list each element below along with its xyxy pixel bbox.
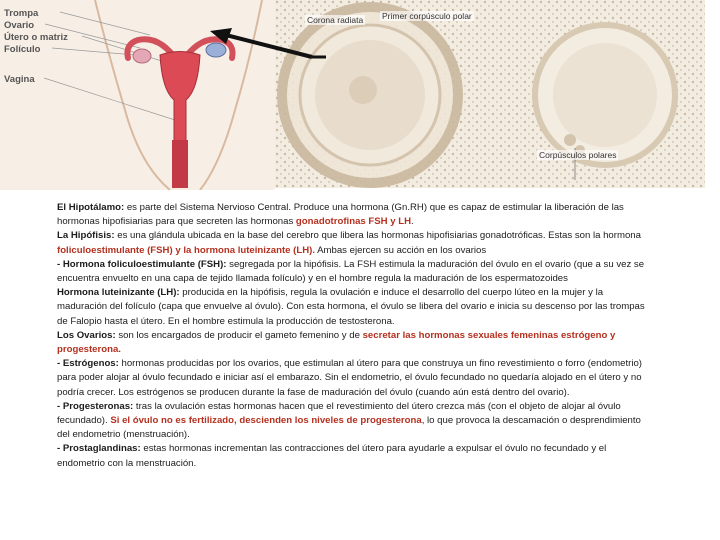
- paragraph-progesteronas: [57, 400, 645, 443]
- text-hipotalamo-end: .: [411, 216, 414, 228]
- paragraph-estrogenos: [57, 357, 645, 400]
- label-corona-radiata: Corona radiata: [307, 15, 364, 25]
- paragraph-ovarios: [57, 329, 645, 357]
- term-prostaglandinas: - Prostaglandinas:: [57, 443, 141, 455]
- text-hipofisis-end: Ambas ejercen su acción en los ovarios: [314, 244, 487, 256]
- text-estrogenos: hormonas producidas por los ovarios, que estimulan al útero para que construya un fino revestimiento o forro (endometrio) para poder alojar al óvulo fecundado e iniciar así el embarazo. Sin el endometrio, el óvulo fecundado no quedaría alojado en el útero y no podría crecer. Los estrógenos se producen durante la fase de maduración del óvulo (cuando aún está dentro del ovario).: [57, 358, 642, 398]
- term-progesteronas: - Progesteronas:: [57, 400, 134, 412]
- text-progesteronas: tras la ovulación estas hormonas hacen que el revestimiento del útero crezca más (con el objeto de alojar al óvulo fecundado).: [57, 400, 621, 427]
- term-lh: Hormona luteinizante (LH):: [57, 287, 180, 299]
- highlight-gonadotrofinas: gonadotrofinas FSH y LH: [295, 216, 412, 228]
- paragraph-hipofisis: [57, 229, 645, 257]
- uterus-illustration: [0, 0, 275, 190]
- term-hipotalamo: El Hipotálamo:: [57, 202, 125, 213]
- term-ovarios: Los Ovarios:: [57, 329, 116, 341]
- text-hipotalamo: es parte del Sistema Nervioso Central. Produce una hormona (Gn.RH) que es capaz de estimular la liberación de las hormonas hipofisiarias para que secreten las hormonas: [57, 202, 624, 228]
- body-text: [57, 201, 645, 471]
- highlight-hormonas-sexuales: secretar las hormonas sexuales femeninas estrógeno y progesterona.: [57, 329, 616, 356]
- highlight-progesterona: Si el óvulo no es fertilizado, descienden los niveles de progesterona: [110, 415, 422, 427]
- label-utero: Útero o matriz: [4, 32, 68, 43]
- term-hipofisis: La Hipófisis:: [57, 230, 115, 242]
- label-corpusculos-polares: Corpúsculos polares: [539, 150, 617, 160]
- label-trompa: Trompa: [4, 8, 39, 19]
- term-fsh: - Hormona foliculoestimulante (FSH):: [57, 258, 227, 270]
- paragraph-hipotalamo: [57, 201, 645, 229]
- text-progesteronas-end: , lo que provoca la descamación o desprendimiento del endometrio (menstruación).: [57, 415, 641, 441]
- text-ovarios: son los encargados de producir el gameto femenino y de: [115, 329, 363, 341]
- label-ovario: Ovario: [4, 20, 35, 31]
- text-fsh: segregada por la hipófisis. La FSH estimula la maduración del óvulo en el ovario (que a su vez se encuentra envuelto en una capa de tejido llamada folículo) y en el hombre regula la maduración de los espermatozoides: [57, 258, 645, 285]
- paragraph-fsh: [57, 258, 645, 286]
- text-prostaglandinas: estas hormonas incrementan las contracciones del útero para ayudarle a expulsar el óvulo no fecundado y el endometrio con la menstruación.: [57, 443, 607, 469]
- paragraph-prostaglandinas: [57, 442, 645, 470]
- highlight-fsh-lh: foliculoestimulante (FSH) y la hormona luteinizante (LH).: [57, 244, 315, 256]
- text-hipofisis: es una glándula ubicada en la base del cerebro que libera las hormonas hipofisiarias gonadotróficas. Estas son la hormona: [114, 230, 641, 242]
- oocyte-illustration: [275, 0, 705, 188]
- paragraph-lh: [57, 286, 645, 329]
- label-primer-corpusculo-polar: Primer corpúsculo polar: [382, 11, 472, 21]
- term-estrogenos: - Estrógenos:: [57, 358, 119, 370]
- label-foliculo: Folículo: [4, 44, 41, 55]
- label-vagina: Vagina: [4, 74, 35, 85]
- oocyte-micrograph: [275, 0, 705, 188]
- anatomy-figure: [0, 0, 275, 190]
- text-lh: producida en la hipófisis, regula la ovulación e induce el desarrollo del cuerpo lúteo en la mujer y la maduración del folículo (capa que envuelve al óvulo). Con esta hormona, el óvulo se libera del ovario e inicia su descenso por las trompas de Falopio hasta el útero. En el hombre estimula la producción de testosterona.: [57, 287, 645, 327]
